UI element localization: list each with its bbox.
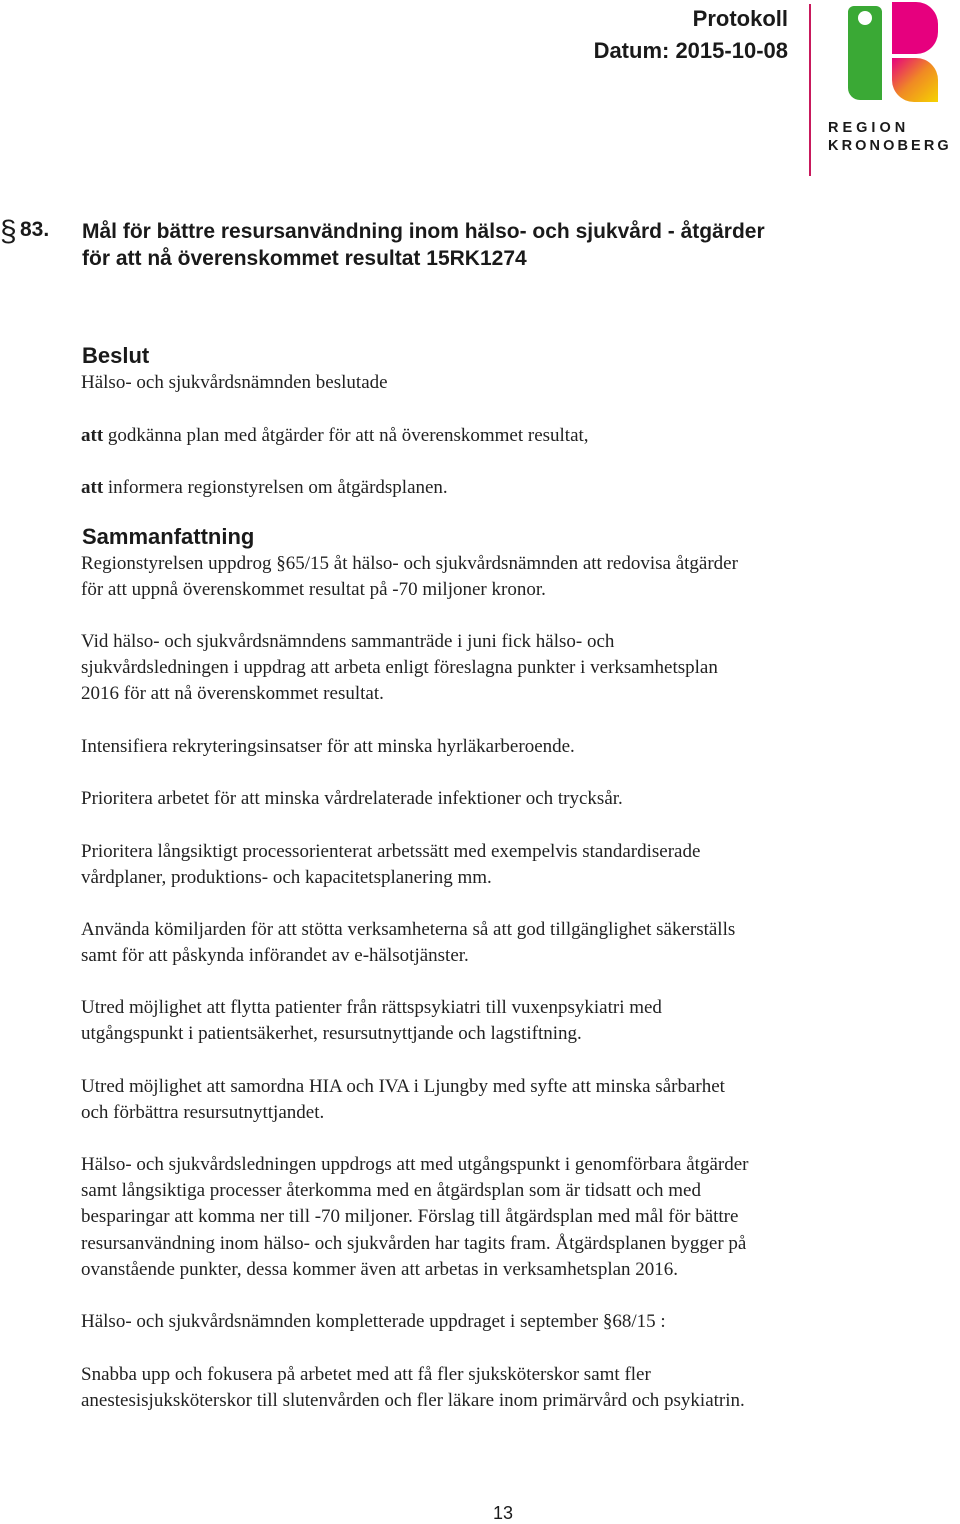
document-date: Datum: 2015-10-08 xyxy=(593,38,788,63)
text-line: utgångspunkt i patientsäkerhet, resursutnyttjande och lagstiftning. xyxy=(81,1023,582,1045)
summary-paragraph: Intensifiera rekryteringsinsatser för att minska hyrläkarberoende. xyxy=(81,736,575,757)
summary-paragraph xyxy=(81,1362,901,1414)
text-line: vårdplaner, produktions- och kapacitetsplanering mm. xyxy=(81,867,492,889)
text-line: besparingar att komma ner till -70 miljoner. Förslag till åtgärdsplan med mål för bättre xyxy=(81,1206,739,1228)
text-line: 2016 för att nå överenskommet resultat. xyxy=(81,683,384,705)
summary-paragraph xyxy=(81,917,901,969)
summary-paragraph xyxy=(81,1309,901,1335)
beslut-item xyxy=(81,423,901,449)
text-line: Prioritera långsiktigt processorienterat arbetssätt med exempelvis standardiserade xyxy=(81,841,701,862)
text-line: resursanvändning inom hälso- och sjukvården har tagits fram. Åtgärdsplanen bygger på xyxy=(81,1232,747,1254)
beslut-heading: Beslut xyxy=(82,343,150,368)
region-kronoberg-logo-icon xyxy=(826,0,960,160)
section-title xyxy=(82,218,882,272)
paragraph-sign: § xyxy=(0,215,17,248)
text-span: Hälso- och sjukvårdsnämnden kompletterade uppdraget i september xyxy=(81,1311,603,1332)
text-line: Använda kömiljarden för att stötta verksamheterna så att god tillgänglighet säkerställs xyxy=(81,919,736,940)
logo-text-kronoberg: KRONOBERG xyxy=(828,138,952,154)
text-line: Utred möjlighet att flytta patienter från rättspsykiatri till vuxenpsykiatri med xyxy=(81,997,662,1018)
text-span: 65/15 åt hälso- och sjukvårdsnämnden att redovisa åtgärder xyxy=(285,553,738,574)
text-line: Hälso- och sjukvårdsledningen uppdrogs att med utgångspunkt i genomförbara åtgärder xyxy=(81,1154,749,1175)
summary-paragraph xyxy=(81,1074,901,1126)
summary-paragraph: Prioritera arbetet för att minska vårdrelaterade infektioner och trycksår. xyxy=(81,788,623,809)
section-title-line: för att nå överenskommet resultat 15RK1274 xyxy=(82,247,527,270)
header-divider xyxy=(809,4,811,176)
text-line: samt för att påskynda införandet av e-hälsotjänster. xyxy=(81,945,469,967)
beslut-intro: Hälso- och sjukvårdsnämnden beslutade xyxy=(81,372,388,393)
summary-paragraph xyxy=(81,1152,901,1283)
paragraph-sign: § xyxy=(602,1311,613,1332)
text-line: sjukvårdsledningen i uppdrag att arbeta enligt föreslagna punkter i verksamhetsplan xyxy=(81,657,718,679)
logo-text-region: REGION xyxy=(828,120,910,136)
beslut-item xyxy=(81,475,901,501)
text-line: Vid hälso- och sjukvårdsnämndens sammanträde i juni fick hälso- och xyxy=(81,631,615,652)
summary-paragraph xyxy=(81,551,901,603)
sammanfattning-heading: Sammanfattning xyxy=(82,524,255,549)
summary-paragraph xyxy=(81,629,901,708)
section-title-line: Mål för bättre resursanvändning inom hälso- och sjukvård - åtgärder xyxy=(82,220,765,243)
text-line: för att uppnå överenskommet resultat på -70 miljoner kronor. xyxy=(81,579,546,601)
att-keyword: att xyxy=(81,477,104,498)
text-line: Snabba upp och fokusera på arbetet med att få fler sjuksköterskor samt fler xyxy=(81,1364,651,1385)
text-line: samt långsiktiga processer återkomma med en åtgärdsplan som är tidsatt och med xyxy=(81,1180,701,1202)
text-span: Regionstyrelsen uppdrog xyxy=(81,553,277,574)
text-line: Utred möjlighet att samordna HIA och IVA i Ljungby med syfte att minska sårbarhet xyxy=(81,1076,725,1097)
section-number: 83. xyxy=(20,218,50,241)
att-keyword: att xyxy=(81,425,104,446)
beslut-item-text: godkänna plan med åtgärder för att nå överenskommet resultat, xyxy=(103,425,589,446)
text-line: ovanstående punkter, dessa kommer även att arbetas in verksamhetsplan 2016. xyxy=(81,1258,679,1280)
text-line xyxy=(81,551,901,577)
page-number: 13 xyxy=(492,1503,514,1523)
document-type: Protokoll xyxy=(692,6,788,31)
beslut-item-text: informera regionstyrelsen om åtgärdsplanen. xyxy=(103,477,448,498)
paragraph-sign: § xyxy=(276,553,286,574)
summary-paragraph xyxy=(81,995,901,1047)
summary-paragraph xyxy=(81,839,901,891)
text-span: 68/15 : xyxy=(612,1311,666,1332)
text-line: anestesisjuksköterskor till slutenvården och fler läkare inom primärvård och psykiatrin. xyxy=(81,1390,745,1412)
text-line: och förbättra resursutnyttjandet. xyxy=(81,1102,325,1124)
